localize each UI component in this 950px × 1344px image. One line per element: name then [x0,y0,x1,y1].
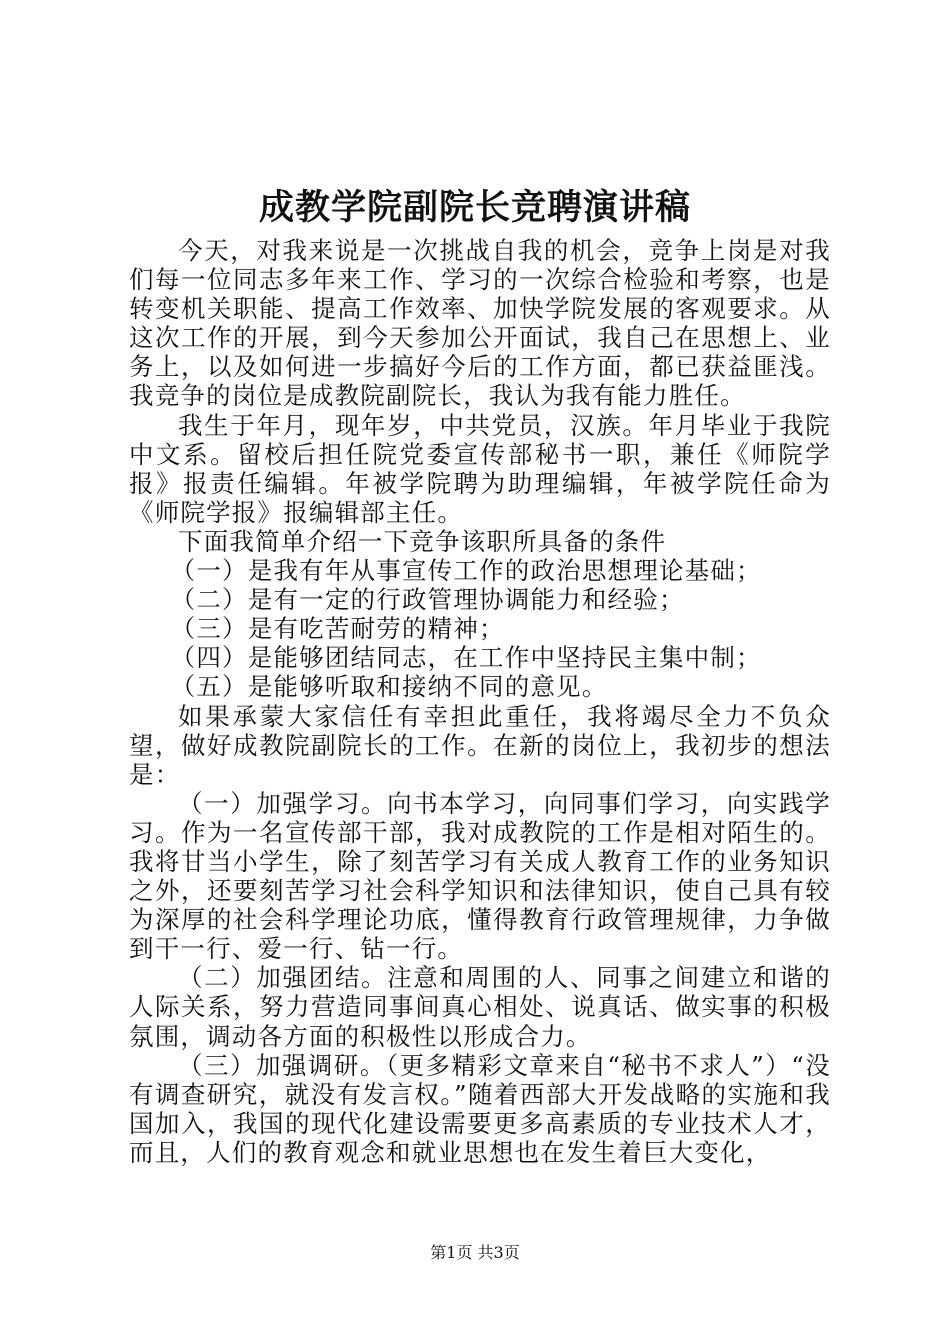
paragraph-conditions-intro: 下面我简单介绍一下竞争该职所具备的条件 [178,526,667,556]
paragraph-plans-intro: 如果承蒙大家信任有幸担此重任，我将竭尽全力不负众望，做好成教院副院长的工作。在新的岗位上，我初步的想法是： [129,701,831,789]
page-number-footer: 第1页 共3页 [430,1243,520,1262]
condition-item-4: （四）是能够团结同志，在工作中坚持民主集中制； [170,643,762,673]
document-title: 成教学院副院长竞聘演讲稿 [258,187,691,228]
paragraph-intro: 今天，对我来说是一次挑战自我的机会，竞争上岗是对我们每一位同志多年来工作、学习的一次综合检验和考察，也是转变机关职能、提高工作效率、加快学院发展的客观要求。从这次工作的开展，到今天参加公开面试，我自己在思想上、业务上，以及如何进一步搞好今后的工作方面，都已获益匪浅。我竞争的岗位是成教院副院长，我认为我有能力胜任。 [129,236,831,411]
plan-item-research: （三）加强调研。（更多精彩文章来自“秘书不求人”）“没有调查研究，就没有发言权。”随着西部大开发战略的实施和我国加入，我国的现代化建设需要更多高素质的专业技术人才，而且，人们的教育观念和就业思想也在发生着巨大变化， [129,1050,831,1167]
plan-item-unity: （二）加强团结。注意和周围的人、同事之间建立和谐的人际关系，努力营造同事间真心相处、说真话、做实事的积极氛围，调动各方面的积极性以形成合力。 [129,963,831,1051]
document-body [129,236,831,1167]
plan-item-study: （一）加强学习。向书本学习，向同事们学习，向实践学习。作为一名宣传部干部，我对成教院的工作是相对陌生的。我将甘当小学生，除了刻苦学习有关成人教育工作的业务知识之外，还要刻苦学习社会科学知识和法律知识，使自己具有较为深厚的社会科学理论功底，懂得教育行政管理规律，力争做到干一行、爱一行、钻一行。 [129,788,831,964]
condition-item-5: （五）是能够听取和接纳不同的意见。 [170,672,608,702]
paragraph-background: 我生于年月，现年岁，中共党员，汉族。年月毕业于我院中文系。留校后担任院党委宣传部秘书一职，兼任《师院学报》报责任编辑。年被学院聘为助理编辑，年被学院任命为《师院学报》报编辑部主任。 [129,410,831,527]
condition-item-1: （一）是我有年从事宣传工作的政治思想理论基础； [170,556,762,586]
condition-item-3: （三）是有吃苦耐劳的精神； [170,614,505,644]
condition-item-2: （二）是有一定的行政管理协调能力和经验； [170,585,685,615]
